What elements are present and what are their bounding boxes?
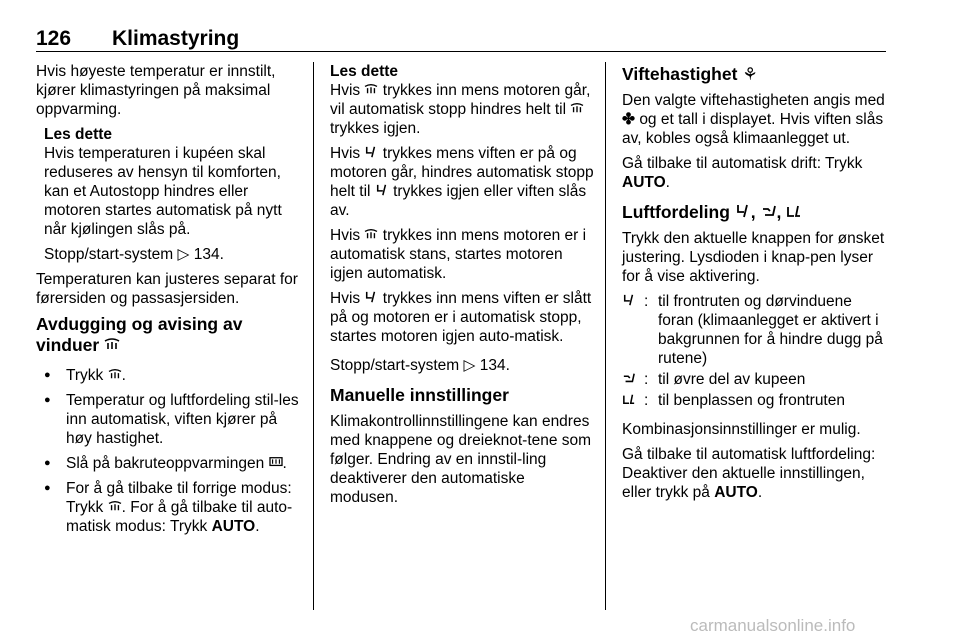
note-title: Les dette	[44, 126, 113, 143]
windscreen-defrost-icon	[108, 498, 122, 517]
list-item: ● For å gå tilbake til forrige modus: Trykk . For å gå tilbake til auto-matisk modus: Trykk AUTO.	[36, 479, 302, 536]
list-item	[622, 370, 890, 389]
paragraph: Gå tilbake til automatisk luftfordeling: Deaktiver den aktuelle innstillingen, eller trykk på AUTO.	[622, 446, 876, 501]
auto-label: AUTO	[714, 484, 758, 501]
ref-page: 134.	[479, 357, 510, 374]
column-right	[622, 62, 890, 508]
item-text: til øvre del av kupeen	[658, 371, 806, 388]
watermark: carmanualsonline.info	[690, 616, 856, 635]
item-text: For å gå tilbake til forrige modus: Trykk	[66, 480, 292, 516]
paragraph: Trykk den aktuelle knappen for ønsket justering. Lysdioden i knap-pen lyser for å vise aktivering.	[622, 230, 885, 285]
item-text: . For å gå tilbake til auto-matisk modus: Trykk	[66, 499, 293, 535]
note-text: Hvis temperaturen i kupéen skal reduseres av hensyn til komforten, kan et Autostopp hindres eller motoren startes automatisk på nytt når kjølingen slås på.	[44, 145, 282, 238]
separator: :	[644, 293, 649, 310]
text: trykkes igjen eller viften slås av.	[330, 183, 587, 219]
ref-text: Stopp/start-system	[330, 357, 460, 374]
text: trykkes inn mens motoren går, vil automatisk stopp hindres helt til	[330, 82, 591, 118]
air-upper-body-icon	[622, 370, 644, 389]
list-item	[622, 292, 890, 368]
air-windscreen-icon	[375, 182, 389, 201]
note-text	[330, 81, 594, 138]
air-windscreen-icon	[622, 292, 644, 368]
ref-text: Stopp/start-system	[44, 246, 174, 263]
text: Hvis	[330, 227, 361, 244]
text: Gå tilbake til automatisk drift: Trykk	[622, 155, 863, 172]
windscreen-defrost-icon	[364, 226, 378, 245]
heading-text: Viftehastighet	[622, 64, 738, 84]
column-divider	[313, 62, 314, 610]
paragraph: Hvis høyeste temperatur er innstilt, kjører klimastyringen på maksimal oppvarming.	[36, 63, 276, 118]
fan-speed-icon: ⚘	[742, 64, 758, 84]
section-heading: Manuelle innstillinger	[330, 385, 509, 405]
list-item: ● Trykk .	[36, 366, 302, 385]
page-title: Klimastyring	[112, 27, 240, 50]
windscreen-defrost-icon	[104, 335, 120, 356]
text: Den valgte viftehastigheten angis med	[622, 92, 885, 109]
page-number: 126	[36, 27, 72, 50]
air-windscreen-icon	[364, 144, 378, 163]
list-item	[622, 391, 890, 410]
column-middle	[330, 62, 594, 513]
air-windscreen-icon	[364, 289, 378, 308]
cross-reference	[44, 245, 302, 264]
air-upper-body-icon	[761, 202, 777, 223]
text: Hvis	[330, 145, 361, 162]
item-text: til benplassen og frontruten	[658, 392, 845, 409]
note-text	[330, 144, 594, 220]
text: Hvis	[330, 290, 361, 307]
note-text	[330, 289, 594, 346]
section-heading	[622, 64, 890, 85]
text: trykkes inn mens viften er slått på og motoren er i automatisk stopp, startes motoren igjen auto-matisk.	[330, 290, 592, 345]
auto-label: AUTO	[211, 518, 256, 535]
text: Gå tilbake til automatisk luftfordeling: Deaktiver den aktuelle innstillingen, eller trykk på	[622, 446, 876, 501]
windscreen-defrost-icon	[108, 366, 122, 385]
note-text	[330, 226, 594, 283]
item-text: Trykk	[66, 367, 104, 384]
air-footwell-icon	[622, 391, 644, 410]
auto-label: AUTO	[622, 174, 666, 191]
paragraph: Temperaturen kan justeres separat for førersiden og passasjersiden.	[36, 271, 298, 307]
paragraph: Gå tilbake til automatisk drift: Trykk AUTO.	[622, 155, 863, 191]
page-ref-arrow-icon: ▷	[177, 246, 190, 263]
windscreen-defrost-icon	[570, 100, 584, 119]
page-ref-arrow-icon: ▷	[463, 357, 476, 374]
text: trykkes mens viften er på og motoren går, hindres automatisk stopp helt til	[330, 145, 594, 200]
paragraph: Klimakontrollinnstillingene kan endres med knappene og dreieknot-tene som følger. Endring av en innstil-ling deaktiverer den automatiske modusen.	[330, 413, 592, 506]
text: trykkes inn mens motoren er i automatisk stans, startes motoren igjen automatisk.	[330, 227, 587, 282]
column-left	[36, 62, 302, 542]
separator: :	[644, 392, 649, 409]
air-footwell-icon	[786, 202, 802, 223]
text: og et tall i displayet. Hvis viften slås av, kobles også klimaanlegget ut.	[622, 111, 884, 147]
air-distribution-list	[622, 292, 890, 410]
text: trykkes igjen.	[330, 120, 421, 137]
fan-icon: ✤	[622, 111, 635, 128]
air-windscreen-icon	[735, 202, 751, 223]
page-header	[36, 28, 886, 52]
ref-page: 134.	[193, 246, 224, 263]
note-box	[36, 125, 302, 264]
text: Hvis	[330, 82, 361, 99]
windscreen-defrost-icon	[364, 81, 378, 100]
separator: :	[644, 371, 649, 388]
note-title: Les dette	[330, 63, 399, 80]
heading-text: Avdugging og avising av vinduer	[36, 314, 243, 355]
item-text: Slå på bakruteoppvarmingen	[66, 455, 265, 472]
heading-text: Luftfordeling	[622, 202, 730, 222]
list-item: ● Temperatur og luftfordeling stil-les inn automatisk, viften kjører på høy hastighet.	[36, 391, 302, 448]
item-text: til frontruten og dørvinduene foran (klimaanlegget er aktivert i bakgrunnen for å hindre dugg på rutene)	[658, 293, 883, 367]
section-heading: Luftfordeling , ,	[622, 202, 890, 223]
rear-window-heater-icon	[269, 454, 283, 473]
bullet-list	[36, 366, 302, 536]
section-heading	[36, 314, 302, 356]
column-divider	[605, 62, 606, 610]
paragraph	[622, 91, 890, 148]
cross-reference	[330, 356, 594, 375]
list-item: ● Slå på bakruteoppvarmingen .	[36, 454, 302, 473]
paragraph: Kombinasjonsinnstillinger er mulig.	[622, 421, 861, 438]
